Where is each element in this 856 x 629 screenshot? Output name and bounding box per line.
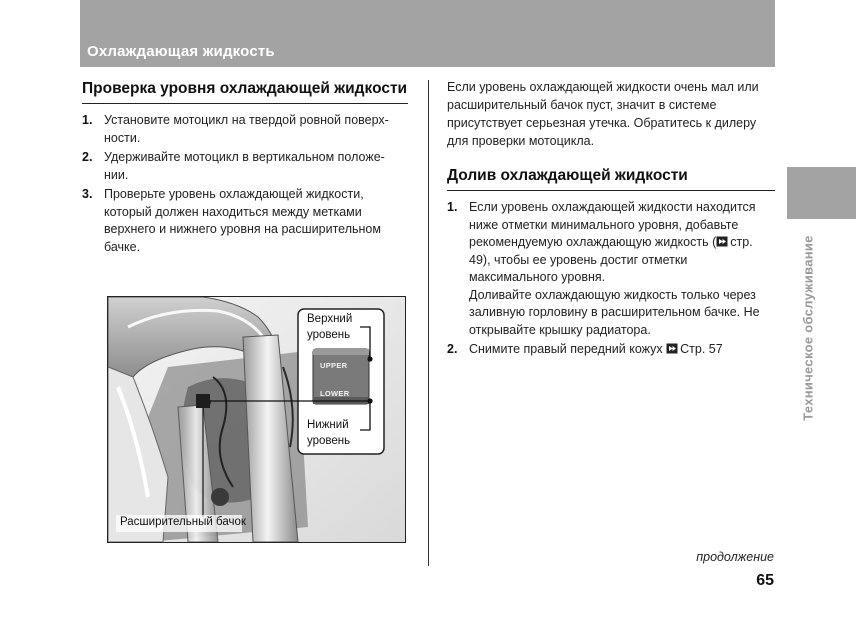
reservoir-illustration bbox=[108, 297, 405, 542]
column-divider bbox=[428, 80, 429, 566]
step-number: 1. bbox=[82, 113, 93, 127]
section-side-label-text: Техническое обслуживание bbox=[800, 235, 816, 421]
step-number: 2. bbox=[82, 150, 93, 164]
list-item bbox=[82, 112, 408, 147]
chapter-title: Охлаждающая жидкость bbox=[87, 43, 275, 60]
reservoir-photo bbox=[107, 296, 406, 543]
section-side-tab bbox=[787, 167, 856, 219]
upper-mark: UPPER bbox=[320, 361, 348, 370]
step-text: Снимите правый передний кожух bbox=[469, 342, 663, 356]
upper-level-label-line2: уровень bbox=[307, 329, 351, 341]
lower-level-label-line2: уровень bbox=[307, 435, 351, 447]
check-steps-list bbox=[82, 112, 408, 256]
step-text: Проверьте уровень охлаждающей жидкости, который должен находиться между метками верхнего и нижнего уровня на расширительном бачке. bbox=[104, 187, 381, 254]
list-item bbox=[447, 341, 775, 359]
right-column bbox=[447, 78, 775, 361]
list-item bbox=[447, 199, 775, 339]
step-number: 1. bbox=[447, 200, 458, 214]
step-text-continued: ), чтобы ее уровень достиг отметки максимального уровня. bbox=[469, 252, 688, 284]
add-coolant-heading: Долив охлаждающей жидкости bbox=[447, 165, 775, 191]
reservoir-caption: Расширительный бачок bbox=[120, 516, 246, 528]
list-item bbox=[82, 186, 408, 256]
step-number: 3. bbox=[82, 187, 93, 201]
section-side-label bbox=[801, 228, 815, 428]
add-steps-list bbox=[447, 199, 775, 359]
continued-note: продолжение bbox=[696, 550, 774, 564]
step-note: Доливайте охлаждающую жидкость только через заливную горловину в расширительном бачке. Не открывайте крышку радиатора. bbox=[469, 287, 760, 337]
lower-mark: LOWER bbox=[320, 389, 350, 398]
page-reference-icon bbox=[716, 236, 728, 247]
leak-warning-text: Если уровень охлаждающей жидкости очень мал или расширительный бачок пуст, значит в системе присутствует серьезная утечка. Обратитесь к дилеру для проверки мотоцикла. bbox=[447, 80, 759, 148]
step-text: Если уровень охлаждающей жидкости находится ниже отметки минимального уровня, добавьте рекомендуемую охлаждающую жидкость ( bbox=[469, 200, 756, 249]
step-number: 2. bbox=[447, 342, 458, 356]
step-text: Установите мотоцикл на твердой ровной поверх-ности. bbox=[104, 113, 389, 145]
upper-level-label: Верхний bbox=[307, 313, 353, 325]
page-reference-link[interactable]: Стр. 57 bbox=[680, 342, 723, 356]
list-item bbox=[82, 149, 408, 184]
check-coolant-heading: Проверка уровня охлаждающей жидкости bbox=[82, 78, 408, 104]
page-reference-icon bbox=[666, 343, 678, 354]
step-text: Удерживайте мотоцикл в вертикальном положе-нии. bbox=[104, 150, 385, 182]
lower-level-label: Нижний bbox=[307, 419, 349, 431]
page-reference-link[interactable]: стр. 49 bbox=[469, 235, 753, 267]
chapter-header-band bbox=[80, 0, 775, 67]
left-column bbox=[82, 78, 408, 258]
page-number: 65 bbox=[756, 572, 774, 589]
